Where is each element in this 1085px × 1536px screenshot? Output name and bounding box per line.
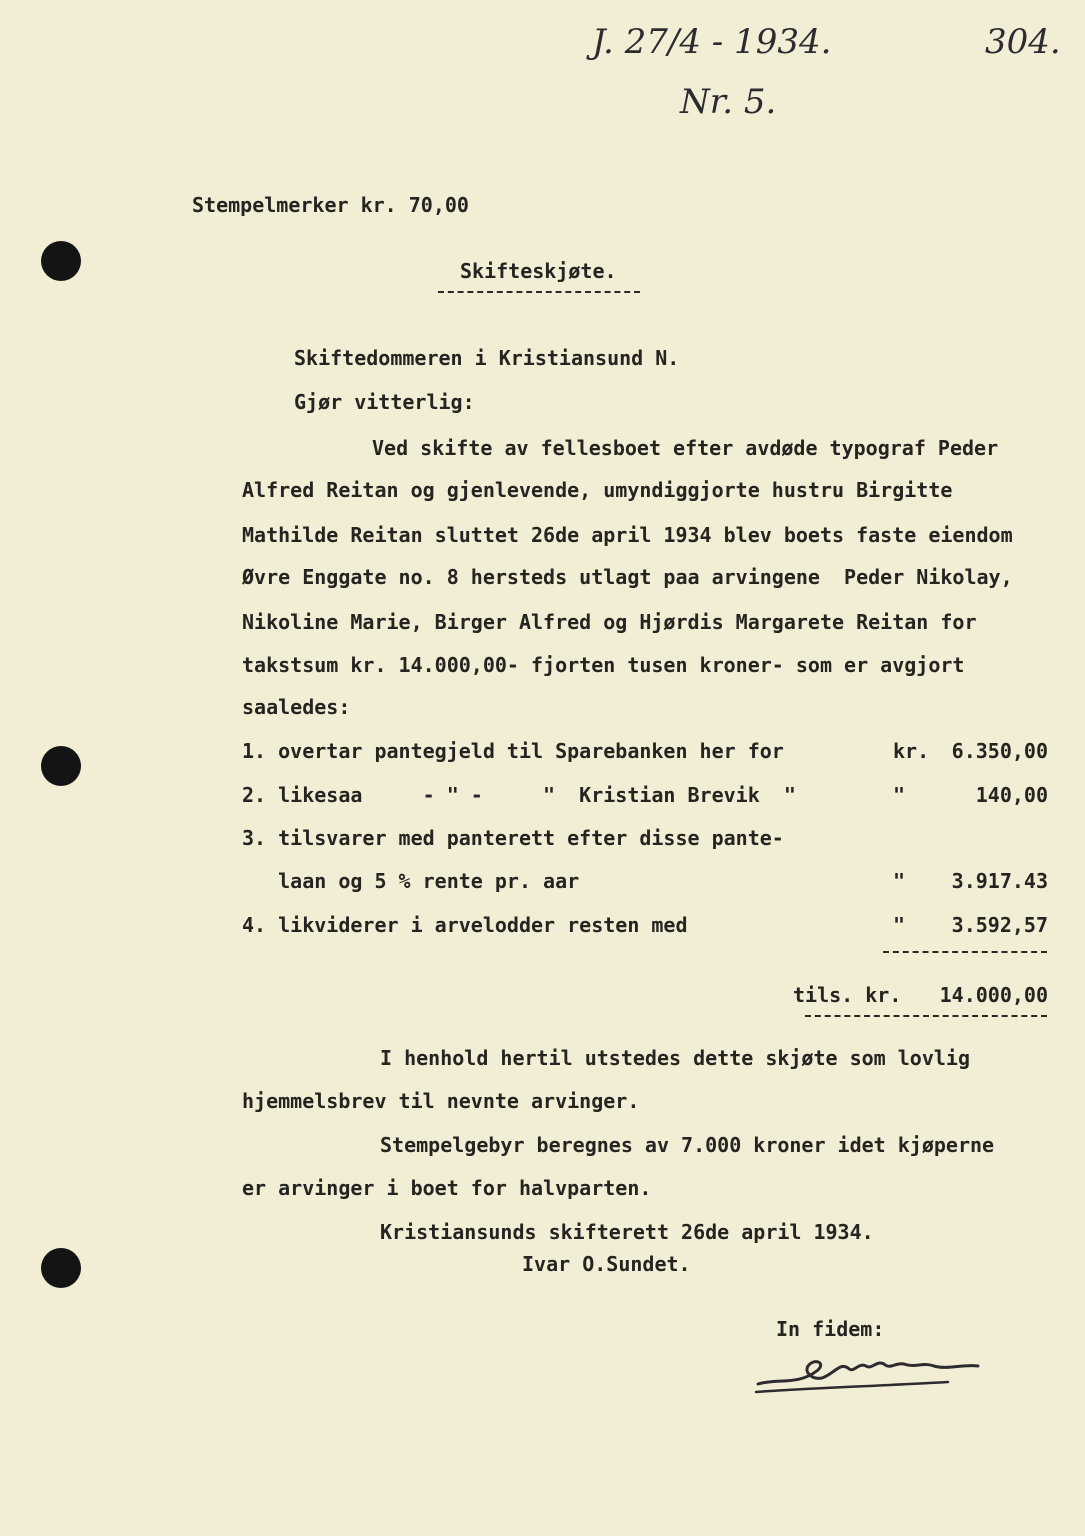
punch-hole	[41, 746, 81, 786]
body-line: Øvre Enggate no. 8 hersteds utlagt paa arvingene Peder Nikolay,	[242, 565, 1013, 589]
body-line: Nikoline Marie, Birger Alfred og Hjørdis Margarete Reitan for	[242, 610, 977, 634]
punch-hole	[41, 241, 81, 281]
total-rule	[805, 1015, 1047, 1017]
document-title: Skifteskjøte.	[460, 259, 617, 283]
issuer-line: Skiftedommeren i Kristiansund N.	[294, 346, 680, 370]
item-text: 2. likesaa - " - " Kristian Brevik "	[242, 783, 796, 807]
item-text: 1. overtar pantegjeld til Sparebanken her for	[242, 739, 784, 763]
punch-hole	[41, 1248, 81, 1288]
item-amount: 140,00	[975, 783, 1048, 807]
item-prefix: "	[893, 783, 906, 807]
title-underline	[438, 291, 640, 293]
item-amount: 6.350,00	[951, 739, 1048, 763]
item-prefix: kr.	[893, 739, 930, 763]
handwritten-page-number: 304.	[985, 22, 1061, 62]
handwritten-date-note: J. 27/4 - 1934.	[592, 22, 832, 62]
closing-line: Stempelgebyr beregnes av 7.000 kroner idet kjøperne	[380, 1133, 995, 1157]
total-label: tils. kr.	[793, 983, 902, 1007]
item-text: 4. likviderer i arvelodder resten med	[242, 913, 688, 937]
stamp-line: Stempelmerker kr. 70,00	[192, 193, 469, 217]
item-amount: 3.917.43	[951, 869, 1048, 893]
item-prefix: "	[893, 913, 906, 937]
declaration-line: Gjør vitterlig:	[294, 390, 475, 414]
handwritten-document-number: Nr. 5.	[680, 82, 777, 122]
body-line: Mathilde Reitan sluttet 26de april 1934 blev boets faste eiendom	[242, 523, 1013, 547]
in-fidem-label: In fidem:	[776, 1317, 885, 1341]
handwritten-signature	[748, 1340, 988, 1400]
closing-line: I henhold hertil utstedes dette skjøte som lovlig	[380, 1046, 971, 1070]
body-line: Ved skifte av fellesboet efter avdøde typograf Peder	[372, 436, 999, 460]
subtotal-rule	[883, 951, 1047, 953]
signatory: Ivar O.Sundet.	[522, 1252, 691, 1276]
item-prefix: "	[893, 869, 906, 893]
body-line: Alfred Reitan og gjenlevende, umyndiggjorte hustru Birgitte	[242, 478, 953, 502]
place-date: Kristiansunds skifterett 26de april 1934.	[380, 1220, 874, 1244]
item-text: laan og 5 % rente pr. aar	[242, 869, 580, 893]
closing-line: er arvinger i boet for halvparten.	[242, 1176, 652, 1200]
item-amount: 3.592,57	[951, 913, 1048, 937]
total-amount: 14.000,00	[939, 983, 1048, 1007]
item-text: 3. tilsvarer med panterett efter disse pante-	[242, 826, 784, 850]
body-line: saaledes:	[242, 695, 351, 719]
closing-line: hjemmelsbrev til nevnte arvinger.	[242, 1089, 640, 1113]
body-line: takstsum kr. 14.000,00- fjorten tusen kroner- som er avgjort	[242, 653, 965, 677]
